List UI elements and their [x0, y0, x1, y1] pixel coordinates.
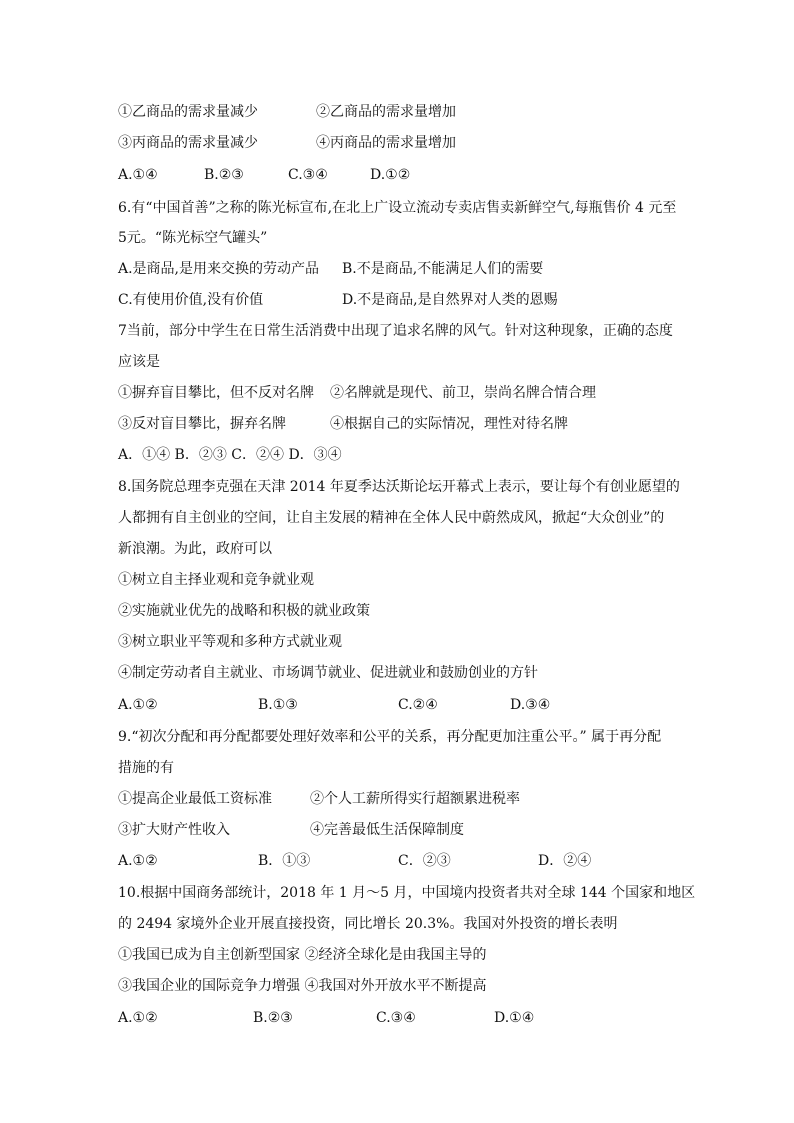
q8-option-4: ④制定劳动者自主就业、市场调节就业、促进就业和鼓励创业的方针	[118, 665, 538, 681]
q9-option-2: ②个人工薪所得实行超额累进税率	[310, 791, 520, 807]
q10-options-3-4: ③我国企业的国际竞争力增强 ④我国对外开放水平不断提高	[118, 978, 487, 994]
q10-choice-b: B.②③	[253, 1010, 293, 1026]
q8-choice-b: B.①③	[258, 697, 298, 713]
q7-option-3: ③反对盲目攀比，摒弃名牌	[118, 416, 286, 432]
q9-choice-b: B．①③	[258, 853, 311, 869]
q10-choice-c: C.③④	[376, 1010, 416, 1026]
q5-option-4: ④丙商品的需求量增加	[316, 135, 456, 151]
q7-option-1: ①摒弃盲目攀比，但不反对名牌	[118, 385, 314, 401]
q5-choice-a: A.①④	[118, 167, 158, 183]
q7-stem-line-1: 7当前，部分中学生在日常生活消费中出现了追求名牌的风气。针对这种现象，正确的态度	[118, 323, 673, 339]
q8-option-2: ②实施就业优先的战略和积极的就业政策	[118, 603, 370, 619]
q8-stem-line-1: 8.国务院总理李克强在天津 2014 年夏季达沃斯论坛开幕式上表示，要让每个有创业愿望的	[118, 479, 680, 495]
q7-stem-line-2: 应该是	[118, 354, 160, 370]
q8-choice-d: D.③④	[510, 697, 551, 713]
q5-choice-c: C.③④	[288, 167, 328, 183]
q9-option-1: ①提高企业最低工资标准	[118, 791, 272, 807]
q9-choice-d: D．②④	[538, 853, 592, 869]
q6-choice-b: B.不是商品,不能满足人们的需要	[342, 261, 544, 277]
q5-option-2: ②乙商品的需求量增加	[316, 104, 456, 120]
q6-stem-line-2: 5元。“陈光标空气罐头”	[118, 230, 268, 246]
q6-choice-d: D.不是商品,是自然界对人类的恩赐	[342, 292, 558, 308]
q7-choices: A．①④ B．②③ C．②④ D．③④	[118, 447, 342, 463]
q7-option-2: ②名牌就是现代、前卫，崇尚名牌合情合理	[330, 385, 596, 401]
q9-stem-line-2: 措施的有	[118, 760, 174, 776]
q10-choice-a: A.①②	[118, 1010, 158, 1026]
q5-option-1: ①乙商品的需求量减少	[118, 104, 258, 120]
q6-choice-c: C.有使用价值,没有价值	[118, 292, 264, 308]
q7-option-4: ④根据自己的实际情况，理性对待名牌	[330, 416, 568, 432]
q8-choice-a: A.①②	[118, 697, 158, 713]
q10-stem-line-1: 10.根据中国商务部统计，2018 年 1 月～5 月，中国境内投资者共对全球 144 个国家和地区	[118, 885, 696, 901]
q10-options-1-2: ①我国已成为自主创新型国家 ②经济全球化是由我国主导的	[118, 947, 487, 963]
q5-choice-d: D.①②	[370, 167, 411, 183]
q9-choice-a: A.①②	[118, 853, 158, 869]
q10-choice-d: D.①④	[494, 1010, 535, 1026]
q8-option-3: ③树立职业平等观和多种方式就业观	[118, 634, 342, 650]
q6-stem-line-1: 6.有“中国首善”之称的陈光标宣布,在北上广设立流动专卖店售卖新鲜空气,每瓶售价 4 元至	[118, 200, 677, 216]
q9-option-3: ③扩大财产性收入	[118, 822, 230, 838]
q9-option-4: ④完善最低生活保障制度	[310, 822, 464, 838]
q8-stem-line-2: 人都拥有自主创业的空间，让自主发展的精神在全体人民中蔚然成风，掀起“大众创业”的	[118, 510, 665, 526]
q9-stem-line-1: 9.“初次分配和再分配都要处理好效率和公平的关系，再分配更加注重公平。” 属于再分配	[118, 729, 662, 745]
q6-choice-a: A.是商品,是用来交换的劳动产品	[118, 261, 320, 277]
q8-option-1: ①树立自主择业观和竞争就业观	[118, 572, 314, 588]
q8-choice-c: C.②④	[398, 697, 438, 713]
q5-choice-b: B.②③	[204, 167, 244, 183]
q9-choice-c: C．②③	[398, 853, 451, 869]
q8-stem-line-3: 新浪潮。为此，政府可以	[118, 541, 272, 557]
q10-stem-line-2: 的 2494 家境外企业开展直接投资，同比增长 20.3%。我国对外投资的增长表明	[118, 916, 618, 932]
q5-option-3: ③丙商品的需求量减少	[118, 135, 258, 151]
